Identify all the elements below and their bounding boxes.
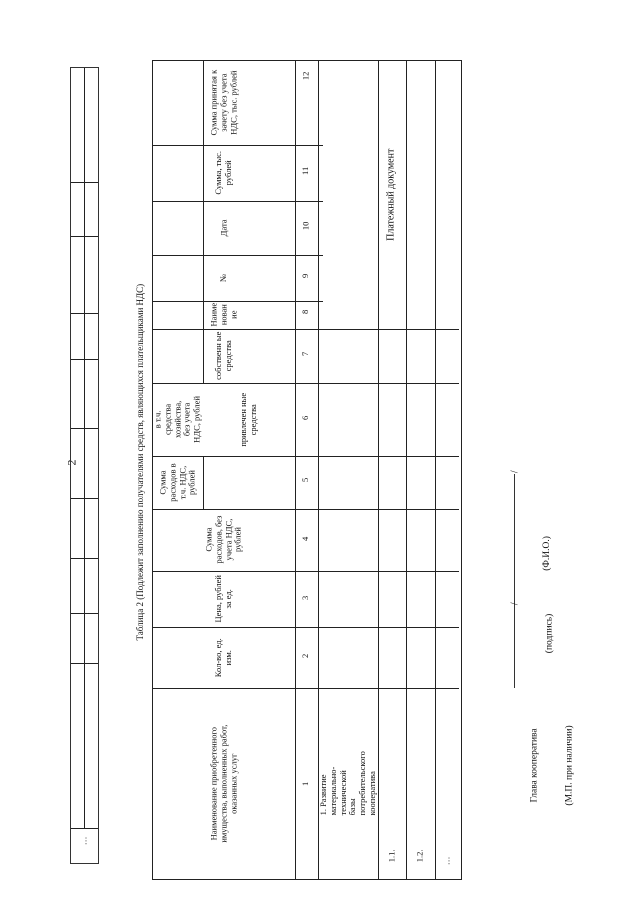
header-doc-no: № [218, 273, 229, 283]
header-attracted: привлечен ные средства [238, 392, 258, 447]
header-qty: Кол-во, ед. изм. [213, 637, 233, 678]
col-number: 3 [300, 595, 311, 601]
page-number: 2 [64, 459, 79, 466]
col-number: 12 [300, 71, 311, 81]
signature-line [514, 474, 515, 688]
header-sum-vat: Сумма расходов в т.ч. НДС, рублей [157, 463, 197, 502]
row-name: 1.2. [414, 849, 425, 863]
header-sum-no-vat: Сумма расходов, без учета НДС, рублей [203, 516, 243, 564]
sign-label: (подпись) [544, 613, 555, 654]
header-doc-sum: Сумма, тыс. рублей [213, 151, 233, 195]
signature-slash: / [509, 602, 521, 606]
name-label: (Ф.И.О.) [541, 536, 552, 571]
col-number: 2 [300, 653, 311, 659]
col-number: 11 [300, 166, 311, 175]
table-caption: Таблица 2 (Подлежит заполнению получателями средств, являющихся плательщиками НДС) [134, 283, 145, 641]
col-number: 8 [300, 309, 311, 315]
header-own-group: в т.ч. средства хозяйства, без учета НДС, рублей [152, 396, 202, 443]
row-name: … [441, 856, 452, 866]
row-name: 1. Развитие материально-технической базы потребительского кооператива [317, 751, 377, 816]
col-number: 4 [300, 536, 311, 542]
signature-title: Глава кооператива [529, 728, 540, 803]
row-name: 1.1. [386, 849, 397, 863]
header-doc-date: Дата [218, 219, 229, 237]
header-payment-group: Платежный документ [385, 148, 397, 242]
header-doc-name: Наиме нован ие [208, 303, 238, 327]
header-own: собственн ые средства [213, 331, 233, 381]
col-number: 7 [300, 351, 311, 357]
main-table [152, 60, 462, 880]
signature-stamp: (М.П. при наличии) [564, 725, 575, 806]
signature-slash-end: / [509, 470, 521, 474]
prev-table-ellipsis: … [78, 836, 89, 846]
header-name: Наименование приобретенного имущества, выполненных работ, оказанных услуг [208, 724, 238, 843]
header-price: Цена, рублей за ед. [213, 575, 233, 623]
col-number: 9 [300, 273, 311, 279]
col-number: 10 [300, 221, 311, 231]
col-number: 6 [300, 415, 311, 421]
col-number: 5 [300, 477, 311, 483]
header-doc-sum-vat: Сумма принятая к зачету без учета НДС, тыс. рублей [208, 70, 238, 136]
col-number: 1 [300, 781, 311, 787]
